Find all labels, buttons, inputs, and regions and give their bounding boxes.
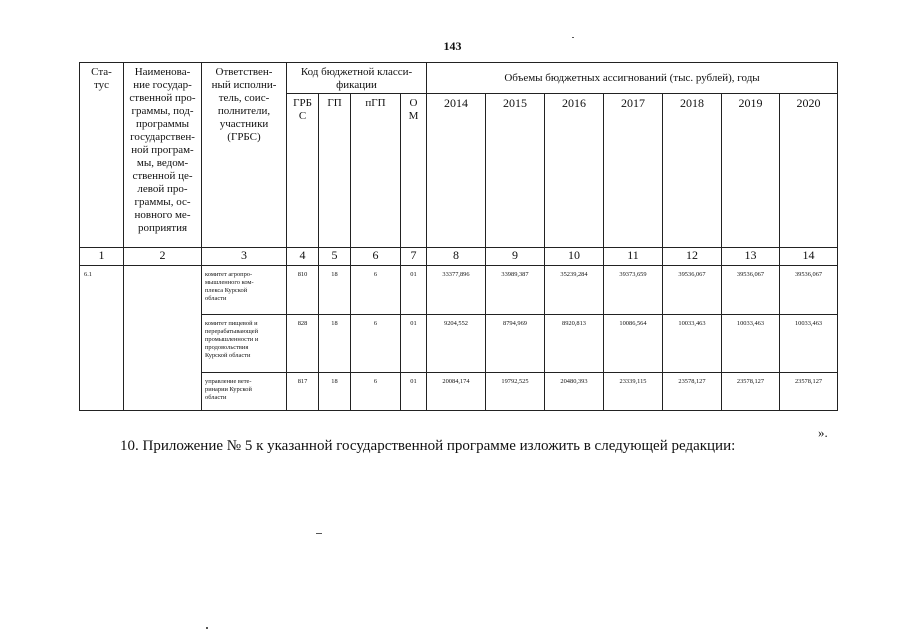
row-value-2020: 10033,463 (780, 315, 838, 373)
column-number: 2 (124, 248, 202, 266)
row-om: 01 (401, 315, 427, 373)
row-value-2015: 8794,969 (486, 315, 545, 373)
header-code-gp: ГП (319, 94, 351, 248)
row-pgp: 6 (351, 315, 401, 373)
row-value-2018: 23578,127 (663, 373, 722, 411)
row-responsible: управление вете- ринарии Курской области (202, 373, 287, 411)
row-grbs: 810 (287, 266, 319, 315)
header-row-1 (80, 63, 838, 94)
row-om: 01 (401, 266, 427, 315)
header-year-2018: 2018 (663, 94, 722, 248)
scan-speck (206, 627, 208, 629)
row-responsible: комитет пищевой и перерабатывающей промышленности и продовольствия Курской области (202, 315, 287, 373)
scan-speck (316, 533, 322, 534)
row-value-2017: 10086,564 (604, 315, 663, 373)
header-year-2020: 2020 (780, 94, 838, 248)
header-code-om: О М (401, 94, 427, 248)
row-value-2017: 23339,115 (604, 373, 663, 411)
column-number: 14 (780, 248, 838, 266)
row-value-2019: 10033,463 (722, 315, 780, 373)
header-responsible: Ответствен- ный исполни- тель, соис- полнители, участники (ГРБС) (202, 63, 287, 248)
header-code-pgp: пГП (351, 94, 401, 248)
instruction-text: 10. Приложение № 5 к указанной государственной программе изложить в следующей редакции: (120, 438, 736, 454)
header-year-2017: 2017 (604, 94, 663, 248)
row-value-2014: 9204,552 (427, 315, 486, 373)
header-budget-code: Код бюджетной класси- фикации (287, 63, 427, 94)
header-allocations: Объемы бюджетных ассигнований (тыс. рублей), годы (427, 63, 838, 94)
row-value-2016: 35239,284 (545, 266, 604, 315)
row-value-2019: 23578,127 (722, 373, 780, 411)
column-number: 4 (287, 248, 319, 266)
column-number: 11 (604, 248, 663, 266)
row-value-2020: 23578,127 (780, 373, 838, 411)
header-year-2014: 2014 (427, 94, 486, 248)
column-number: 3 (202, 248, 287, 266)
column-number: 10 (545, 248, 604, 266)
row-pgp: 6 (351, 373, 401, 411)
row-grbs: 817 (287, 373, 319, 411)
header-program-name: Наименова- ние государ- ственной про- граммы, под- программы государствен- ной програм- мы, ведом- ственной це- левой про- граммы, ос- новного ме- роприятия (124, 63, 202, 248)
row-responsible: комитет агропро- мышленного ком- плекса Курской области (202, 266, 287, 315)
row-value-2019: 39536,067 (722, 266, 780, 315)
scan-speck (572, 37, 574, 38)
budget-table (79, 62, 838, 411)
row-grbs: 828 (287, 315, 319, 373)
row-value-2016: 20480,393 (545, 373, 604, 411)
row-value-2018: 10033,463 (663, 315, 722, 373)
row-pgp: 6 (351, 266, 401, 315)
row-value-2017: 39373,659 (604, 266, 663, 315)
header-code-grbs: ГРБ С (287, 94, 319, 248)
page-number: 143 (443, 39, 462, 53)
column-number: 1 (80, 248, 124, 266)
row-gp: 18 (319, 266, 351, 315)
header-year-2019: 2019 (722, 94, 780, 248)
row-gp: 18 (319, 315, 351, 373)
row-value-2016: 8920,813 (545, 315, 604, 373)
row-value-2020: 39536,067 (780, 266, 838, 315)
column-number: 9 (486, 248, 545, 266)
row-value-2015: 33989,387 (486, 266, 545, 315)
header-year-2015: 2015 (486, 94, 545, 248)
header-year-2016: 2016 (545, 94, 604, 248)
column-number: 8 (427, 248, 486, 266)
row-value-2014: 33377,896 (427, 266, 486, 315)
continuation-mark: ». (818, 425, 828, 440)
row-status: 6.1 (80, 266, 124, 411)
row-om: 01 (401, 373, 427, 411)
row-value-2018: 39536,067 (663, 266, 722, 315)
column-number: 6 (351, 248, 401, 266)
column-number: 13 (722, 248, 780, 266)
column-number-row (80, 248, 838, 266)
row-program-name (124, 266, 202, 411)
row-value-2015: 19792,525 (486, 373, 545, 411)
column-number: 5 (319, 248, 351, 266)
column-number: 7 (401, 248, 427, 266)
row-gp: 18 (319, 373, 351, 411)
header-status: Ста- тус (80, 63, 124, 248)
table-row (80, 266, 838, 315)
row-value-2014: 20084,174 (427, 373, 486, 411)
column-number: 12 (663, 248, 722, 266)
